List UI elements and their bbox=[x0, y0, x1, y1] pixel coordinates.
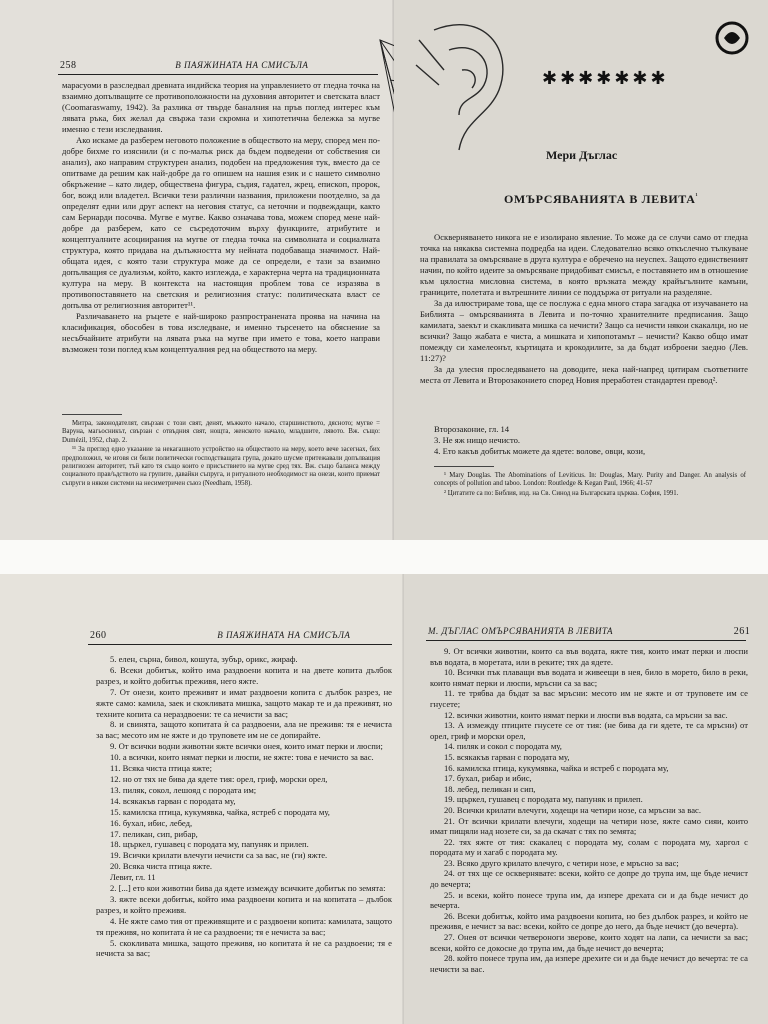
main-text-260 bbox=[96, 654, 392, 959]
line: 14. всякакъв гарван с породата му, bbox=[110, 795, 236, 806]
kite-illustration bbox=[360, 20, 394, 200]
page-260 bbox=[0, 574, 404, 1024]
paragraph: Ако искаме да разберем неговото положение в обществото на меру, според мен по-добре бихме го изяснили (и с по-малък риск да бъдем подведени от собствения си анализ), ако направим структурен анализ, подобен на предложения тук, вместо да се опитваме да решим как най-добре да го опишем на нашия език и с нашето символно обкръжение – като лидер, обществена фигура, съдия, гадател, жрец, епископ, пророк, бог, вожд или владетел. Всички тези различни названия, приложени поотделно, за да определят едни или друг аспект на неговия статус, са неточни и подвеждащи, както сам Бернарди посочва. Мугве е мугве. Какво означава това, можем според мене най-добре да разберем, като се съсредоточим върху функциите, атрибутите и концептуалните асоциирания на мугве от гледна точка на символната и социалната структура, която придава на дълъжността му нейната подобаваща значимост. Най-общата идея, с която тази структура може да се определи, е тази за взаимно допълващия се дуализъм, който, както изглежда, е характерна черта на традиционната култура на меру. В контекста на настоящия проблем това се изразява в противопоставянето на светския и религиозния статус: политическата власт се допълва от религиозния авторитет¹¹. bbox=[62, 135, 380, 310]
line: 8. и свинята, защото копитата ѝ са раздвоени, ала не преживя: тя е нечиста за вас; месото им не яжте и до труповете им не се допирайте. bbox=[96, 719, 392, 741]
author-name: Мери Дъглас bbox=[546, 148, 618, 162]
line: 5. елен, сърна, бивол, кошута, зубър, орикс, жираф. bbox=[110, 654, 298, 664]
line: 5. скокливата мишка, защото преживя, но копитата ѝ не са раздвоени; тя е нечиста за вас; bbox=[96, 937, 392, 959]
bible-heading: Второзаконие, гл. 14 bbox=[434, 424, 510, 434]
footnote-rule bbox=[62, 414, 122, 415]
running-head-title: В ПАЯЖИНАТА НА СМИСЪЛА bbox=[175, 60, 309, 70]
line: 16. бухал, ибис, лебед, bbox=[110, 817, 193, 828]
line: 27. Онея от всички четвероноги зверове, които ходят на лапи, са нечисти за вас; всеки, който се докосне до трупа им, да бъде нечист до вечерта; bbox=[430, 932, 748, 953]
paragraph: За да илюстрираме това, ще се послужа с една много стара загадка от изучаването на Библията – омърсяванията в Левита и по-точно хранителните предписания. Защо камилата, заекът и скакливата мишка са нечисти? Защо са нечисти някои скакалци, но не всички? Защо жабата е чиста, а мишката и хипопотамът – нечисти? Какво общо имат помежду си хамелеонът, къртицата и крокодилите, за да бъдат изброени заедно (Лев. 11:27)? bbox=[420, 298, 748, 363]
footnotes-259 bbox=[434, 472, 746, 499]
line: 11. Всяка чиста птица яжте; bbox=[110, 763, 213, 774]
paragraph: Различаването на ръцете е най-широко разпространената проява на начина на класификация, обособен в това изследване, и именно търсенето на обяснение за несъбчайните атрибути на лявата ръка на мугве при името е това, което направи възможен този поглед към концептуалния ред на обществото на меру. bbox=[62, 311, 380, 354]
line: 22. тях яжте от тия: скакалец с породата му, солам с породата му, харгол с породата му и хагаб с породата му. bbox=[430, 836, 748, 858]
bible-quote-259 bbox=[434, 424, 744, 457]
line: 14. пиляк и сокол с породата му, bbox=[444, 741, 562, 752]
paragraph: Оскверняването никога не е изолирано явление. То може да се случи само от гледна точка на някаква системна подредба на идеи. Следователно всяко откъслечно тълкуване на правилата за омърсяване в друга култура е обречено на неуспех. Защото единственият начин, по който идеите за омърсяване придобиват смисъл, е поставянето им в отношение към цялостна мисловна система, в която връзката между крайъгълните камъни, границите, полетата и вътрешните линии се поддържа от ритуали на разделяне. bbox=[420, 232, 748, 297]
running-head-260 bbox=[90, 630, 350, 641]
paragraph: За да улесня проследяването на доводите, нека най-напред цитирам съответните места от Левита и Второзаконието според Новия преработен стандартен превод². bbox=[420, 364, 748, 385]
main-text-259 bbox=[420, 232, 748, 386]
line: 20. Всяка чиста птица яжте. bbox=[110, 861, 213, 872]
page-259 bbox=[394, 0, 768, 540]
line: 21. От всички крилати влечуги, ходещи на четири нозе, яжте само сияи, които имат пищяли над нозете си, за да скачат с тях по земята; bbox=[430, 815, 748, 837]
title-footnote-mark: ¹ bbox=[695, 192, 699, 200]
running-head-title: М. ДЪГЛАС ОМЪРСЯВАНИЯТА В ЛЕВИТА bbox=[428, 626, 613, 636]
header-rule bbox=[58, 74, 378, 75]
line: 15. камилска птица, кукумявка, чайка, ястреб с породата му, bbox=[110, 806, 330, 817]
footnote: Митра, законодателят, свързан с този свят, денят, мъжкото начало, старшинството, дясното; мугве = Варуна, магьосникът, свързан с отвъдния свят, нощта, женското начало, младшите, лявото. Вж. също: Dumézil, 1952, chap. 2. bbox=[62, 420, 380, 444]
line: 28. който понесе трупа им, да изпере дрехите си и да бъде нечист до вечерта: те са нечисти за вас. bbox=[430, 953, 748, 974]
line: 11. те трябва да бъдат за вас мръсни: месото им не яжте и от труповете им се гнусете; bbox=[430, 688, 748, 709]
footnote: ² Цитатите са по: Библия, изд. на Св. Синод на Българската църква. София, 1991. bbox=[444, 489, 679, 497]
bible-verse: 3. Не яж нищо нечисто. bbox=[434, 435, 521, 445]
line: 19. щъркел, гушавец с породата му, папуняк и прилеп. bbox=[444, 794, 643, 805]
page-261 bbox=[404, 574, 768, 1024]
running-head-261 bbox=[428, 626, 750, 637]
line: 24. от тях ще се осквернявате: всеки, който се допре до трупа им, ще бъде нечист до вечерта; bbox=[430, 868, 748, 890]
article-title-text: ОМЪРСЯВАНИЯТА В ЛЕВИТА bbox=[504, 192, 696, 206]
line: 18. лебед, пеликан и сип, bbox=[444, 783, 536, 794]
page-number: 261 bbox=[733, 626, 751, 637]
footnote: ¹ Mary Douglas. The Abominations of Leviticus. In: Douglas, Mary. Purity and Danger. An analysis of concepts of pollution and taboo. London: Routledge & Kegan Paul, 1966; 41-57 bbox=[434, 472, 746, 488]
line: 18. щъркел, гушавец с породата му, папуняк и прилеп. bbox=[110, 839, 309, 850]
bible-verse: 4. Ето какъв добитък можете да ядете: волове, овци, кози, bbox=[434, 446, 646, 456]
line: 17. пеликан, сип, рибар, bbox=[110, 828, 198, 839]
article-title bbox=[504, 192, 698, 207]
line: 16. камилска птица, кукумявка, чайка и ястреб с породата му, bbox=[444, 762, 669, 773]
line: 10. Всички пък плаващи във водата и живеещи в нея, било в морето, било в реки, които нямат перки и люспи, мръсни са за вас; bbox=[430, 667, 748, 688]
line: 19. Всички крилати влечуги нечисти са за вас, не (ги) яжте. bbox=[110, 850, 328, 861]
main-text-258 bbox=[62, 80, 380, 355]
running-head-258 bbox=[60, 60, 308, 71]
line: 3. яжте всеки добитък, който има раздвоени копита и на копитата – дълбок разрез, и който преживя. bbox=[96, 893, 392, 915]
footnote-rule bbox=[434, 466, 494, 467]
line: 23. Всяко друго крилато влечуго, с четири нозе, е мръсно за вас; bbox=[444, 857, 679, 868]
main-text-261 bbox=[430, 646, 748, 974]
line: 17. бухал, рибар и ибис, bbox=[444, 773, 532, 784]
section-heading: Левит, гл. 11 bbox=[110, 872, 156, 883]
line: 15. всякакъв гарван с породата му, bbox=[444, 751, 570, 762]
footnote: ¹¹ За преглед едно указание за некагашното устройство на обществото на меру, което вече засегнах, бих предположил, че иговя си били политически господстващата група, докато шусме притежавали допълващия религиозен авторитет, тъй като тя също които е присъствието на мугве сред тях. Вж. също баланса между социалното прав/ъдството на групите, давайки съпруга, и ритуалното необходимост на онези, които приемат съпруги в някои системи на несиметричен съюз (Needham, 1958). bbox=[62, 446, 380, 487]
line: 2. [...] ето кои животни бива да ядете измежду всичките добитък по земята: bbox=[110, 883, 386, 894]
page-258 bbox=[0, 0, 394, 540]
line: 9. От всички животни, които са във водата, яжте тия, които имат перки и люспи във водата, в моретата, или в реките; тях да ядете. bbox=[430, 646, 748, 667]
page-number: 258 bbox=[60, 60, 77, 71]
line: 25. и всеки, който понесе трупа им, да изпере дрехата си и да бъде нечист до вечерта. bbox=[430, 889, 748, 911]
ear-illustration bbox=[404, 10, 524, 160]
header-rule bbox=[426, 640, 746, 641]
line: 20. Всички крилати влечуги, ходещи на четири нозе, са мръсни за вас. bbox=[444, 804, 701, 815]
bottom-spread bbox=[0, 574, 768, 1024]
decorative-stars: ✱✱✱✱✱✱✱ bbox=[542, 68, 669, 88]
line: 4. Не яжте само тия от преживящите и с раздвоени копита: камилата, защото тя преживя, но копитата ѝ не са раздвоени; тя е нечиста за вас; bbox=[96, 915, 392, 937]
running-head-title: В ПАЯЖИНАТА НА СМИСЪЛА bbox=[217, 630, 351, 640]
emblem-icon bbox=[712, 18, 752, 58]
line: 13. А измежду птиците гнусете се от тия: (не бива да ги ядете, те са мръсни) от орел, гриф и морски орел, bbox=[430, 720, 748, 741]
line: 12. всички животни, които нямат перки и люспи във водата, са мръсни за вас. bbox=[444, 709, 728, 720]
header-rule bbox=[88, 644, 392, 645]
line: 6. Всеки добитък, който има раздвоени копита и на двете копита дълбок разрез, и който добитък преживя, него яжте. bbox=[96, 664, 392, 686]
line: 12. но от тях не бива да ядете тия: орел, гриф, морски орел, bbox=[110, 773, 328, 784]
spread-gap bbox=[0, 540, 768, 574]
line: 9. От всички водни животни яжте всички онея, които имат перки и люспи; bbox=[110, 741, 383, 752]
page-number: 260 bbox=[90, 630, 107, 641]
line: 10. а всички, които нямат перки и люспи, не яжте: това е нечисто за вас. bbox=[110, 752, 374, 763]
line: 13. пиляк, сокол, лешояд с породата им; bbox=[110, 784, 257, 795]
footnotes-258 bbox=[62, 420, 380, 489]
line: 7. От онези, които преживят и имат раздвоени копита с дълбок разрез, не яжте само: камила, заек и скокливата мишка, защото макар те и да преживят, но техните копита са нераздвоени: те са нечисти за вас; bbox=[96, 686, 392, 719]
paragraph: марасуоми в разследвал древната индийска теория на управлението от гледна точка на взаимно допълващите се противоположности на духовния авторитет и светската власт (Coomaraswamy, 1942). За разлика от твърде баналния на пръв поглед интерес към лявата ръка, бих желал да свържа тази скромна и хипотетична бележка за мугве именно с тези изследвания. bbox=[62, 80, 380, 134]
line: 26. Всеки добитък, който има раздвоени копита, но без дълбок разрез, и който не преживя, е нечист за вас: всеки, който се допре до него, да бъде нечист (до вечерта). bbox=[430, 910, 748, 932]
